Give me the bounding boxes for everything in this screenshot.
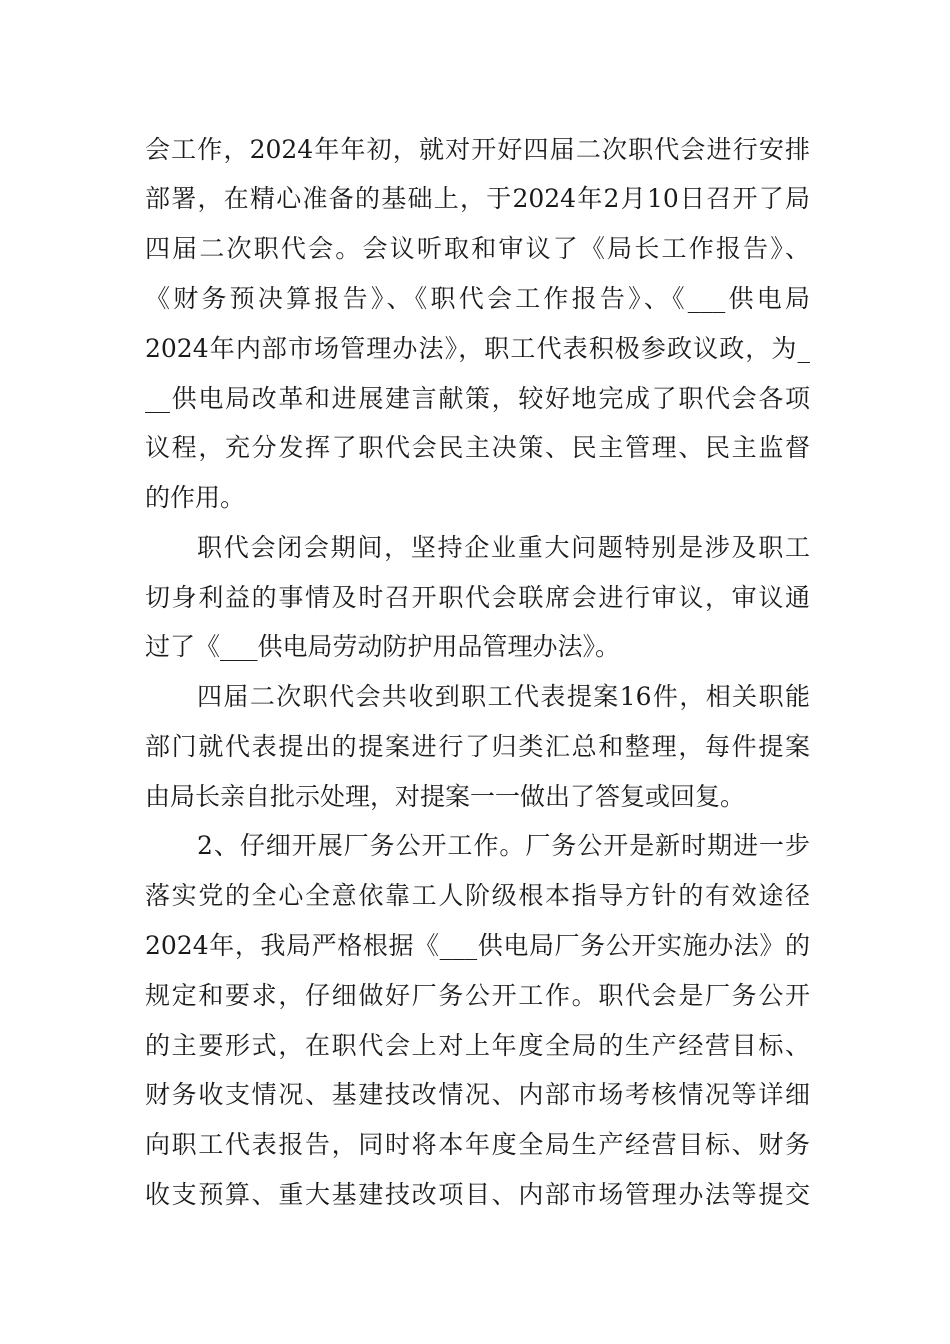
paragraph-line: 规定和要求，仔细做好厂务公开工作。职代会是厂务公开 [145, 981, 810, 1010]
paragraph-line: 由局长亲自批示处理，对提案一一做出了答复或回复。 [145, 782, 746, 811]
paragraph-line: 切身利益的事情及时召开职代会联席会进行审议，审议通 [145, 583, 810, 612]
paragraph-line: 部门就代表提出的提案进行了归类汇总和整理，每件提案 [145, 732, 810, 761]
paragraph-line: 2024年，我局严格根据《___供电局厂务公开实施办法》的 [145, 931, 810, 960]
paragraph-line: 职代会闭会期间，坚持企业重大问题特别是涉及职工 [197, 533, 810, 562]
paragraph-line: 过了《___供电局劳动防护用品管理办法》。 [145, 632, 621, 661]
paragraph-line: 四届二次职代会共收到职工代表提案16件，相关职能 [197, 682, 810, 711]
paragraph-line: 的作用。 [145, 483, 246, 512]
paragraph-line: 2、仔细开展厂务公开工作。厂务公开是新时期进一步 [197, 831, 810, 860]
paragraph-line: 向职工代表报告，同时将本年度全局生产经营目标、财务 [145, 1130, 810, 1159]
paragraph-line: 2024年内部市场管理办法》，职工代表积极参政议政，为_ [145, 334, 810, 363]
paragraph-line: 落实党的全心全意依靠工人阶级根本指导方针的有效途径 [145, 881, 810, 910]
paragraph-line: __供电局改革和进展建言献策，较好地完成了职代会各项 [145, 384, 810, 413]
paragraph-line: 财务收支情况、基建技改情况、内部市场考核情况等详细 [145, 1080, 810, 1109]
paragraph-line: 的主要形式，在职代会上对上年度全局的生产经营目标、 [145, 1031, 810, 1060]
paragraph-line: 会工作，2024年年初，就对开好四届二次职代会进行安排 [145, 135, 810, 164]
paragraph-line: 收支预算、重大基建技改项目、内部市场管理办法等提交 [145, 1180, 810, 1209]
paragraph-line: 议程，充分发挥了职代会民主决策、民主管理、民主监督 [145, 433, 810, 462]
paragraph-line: 部署，在精心准备的基础上，于2024年2月10日召开了局 [145, 184, 810, 213]
paragraph-line: 《财务预决算报告》、《职代会工作报告》、《___供电局 [145, 284, 810, 313]
paragraph-line: 四届二次职代会。会议听取和审议了《局长工作报告》、 [145, 234, 810, 263]
